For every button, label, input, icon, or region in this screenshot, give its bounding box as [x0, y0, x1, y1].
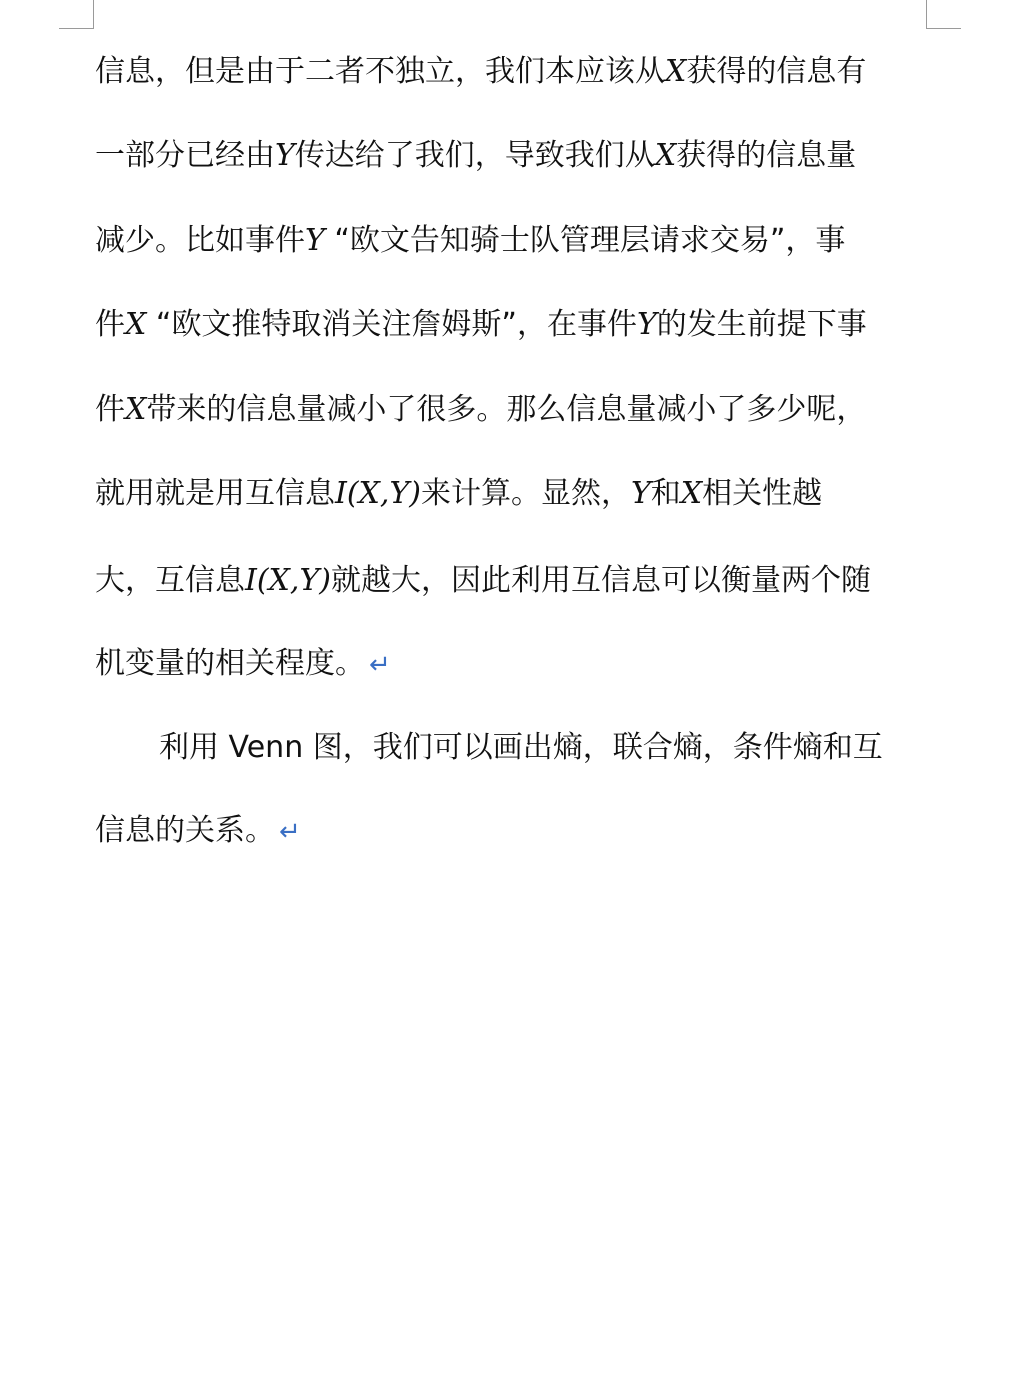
math-variable: X: [125, 392, 147, 427]
math-variable: Y: [305, 223, 325, 258]
math-variable: Y: [275, 138, 295, 173]
paragraph-line-9: 利用 Venn 图，我们可以画出熵，联合熵，条件熵和互: [159, 730, 883, 765]
paragraph-line-2: 一部分已经由Y传达给了我们，导致我们从X获得的信息量: [95, 138, 857, 173]
paragraph-line-5: 件X带来的信息量减小了很多。那么信息量减小了多少呢，: [95, 392, 867, 427]
math-variable: Y: [636, 307, 657, 342]
math-expression: I(X,Y): [335, 476, 421, 511]
paragraph-mark-icon: ↵: [279, 817, 301, 847]
paragraph-line-1: 信息，但是由于二者不独立，我们本应该从X获得的信息有: [95, 54, 867, 89]
page-corner-mark-right: [926, 0, 961, 29]
math-variable: X: [680, 476, 703, 511]
math-variable: X: [125, 307, 147, 342]
paragraph-line-7: 大，互信息I(X,Y)就越大，因此利用互信息可以衡量两个随: [95, 563, 871, 598]
math-expression: I(X,Y): [245, 563, 331, 598]
paragraph-line-6: 就用就是用互信息I(X,Y)来计算。显然，Y和X相关性越: [95, 476, 823, 511]
paragraph-line-4: 件X “欧文推特取消关注詹姆斯”，在事件Y的发生前提下事: [95, 307, 867, 342]
math-variable: Y: [630, 476, 651, 511]
paragraph-mark-icon: ↵: [369, 650, 391, 680]
page-corner-mark-left: [59, 0, 94, 29]
math-variable: X: [654, 138, 677, 173]
paragraph-line-10: 信息的关系。 ↵: [95, 813, 301, 848]
math-variable: X: [665, 54, 687, 89]
paragraph-line-8: 机变量的相关程度。 ↵: [95, 646, 391, 681]
paragraph-line-3: 减少。比如事件Y “欧文告知骑士队管理层请求交易”，事: [95, 223, 846, 258]
